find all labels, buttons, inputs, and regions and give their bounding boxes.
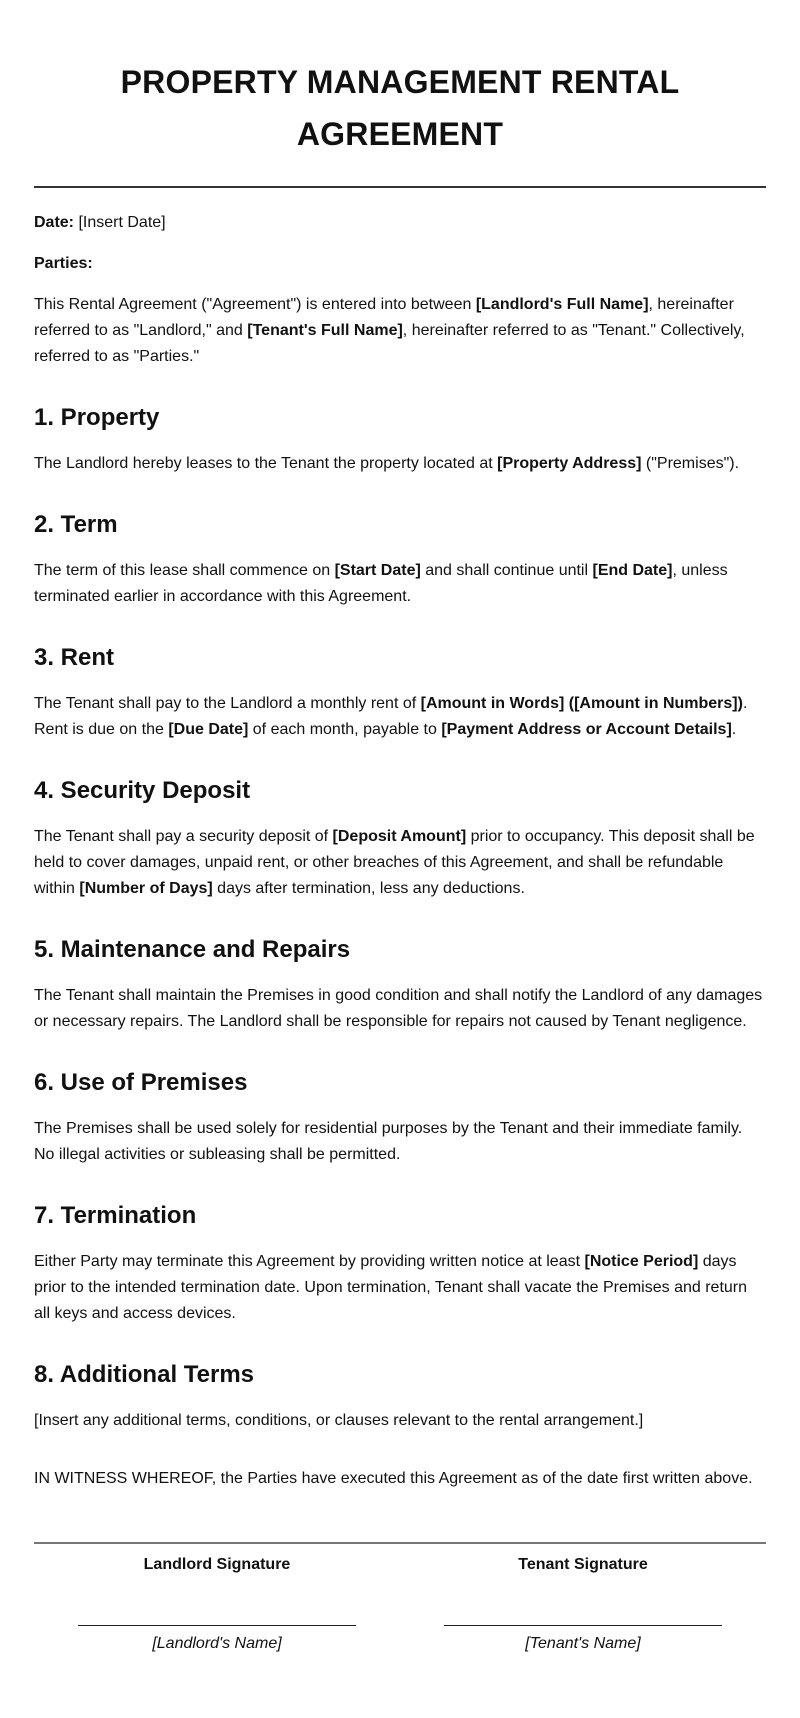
section-term	[34, 510, 766, 610]
section-heading: 6. Use of Premises	[34, 1069, 248, 1096]
number-of-days-placeholder: [Number of Days]	[79, 880, 213, 897]
notice-period-placeholder: [Notice Period]	[584, 1253, 699, 1270]
end-date-placeholder: [End Date]	[592, 562, 673, 579]
tenant-signature-label: Tenant Signature	[518, 1556, 648, 1573]
signature-block	[34, 1554, 766, 1655]
witness-statement: IN WITNESS WHEREOF, the Parties have executed this Agreement as of the date first written above.	[34, 1470, 753, 1487]
start-date-placeholder: [Start Date]	[334, 562, 421, 579]
property-address-placeholder: [Property Address]	[497, 455, 642, 472]
section-security-deposit	[34, 776, 766, 902]
section-body: The Tenant shall pay a security deposit of [Deposit Amount] prior to occupancy. This deposit shall be held to cover damages, unpaid rent, or other breaches of this Agreement, and shall be refundable within [Number of Days] days after termination, less any deductions.	[34, 828, 755, 897]
section-termination	[34, 1201, 766, 1327]
intro-paragraph: This Rental Agreement ("Agreement") is entered into between [Landlord's Full Name], hereinafter referred to as "Landlord," and [Tenant's Full Name], hereinafter referred to as "Tenant." Collectively, referred to as "Parties."	[34, 296, 745, 365]
tenant-name-label: [Tenant's Name]	[525, 1635, 641, 1652]
due-date-placeholder: [Due Date]	[168, 721, 249, 738]
section-property	[34, 403, 766, 477]
section-body: Either Party may terminate this Agreement by providing written notice at least [Notice Period] days prior to the intended termination date. Upon termination, Tenant shall vacate the Premises and return all keys and access devices.	[34, 1253, 748, 1322]
section-body: The term of this lease shall commence on [Start Date] and shall continue until [End Date], unless terminated earlier in accordance with this Agreement.	[34, 562, 728, 605]
landlord-name-label: [Landlord's Name]	[152, 1635, 282, 1652]
section-heading: 7. Termination	[34, 1202, 197, 1229]
section-heading: 3. Rent	[34, 644, 115, 671]
section-heading: 2. Term	[34, 511, 118, 538]
tenant-signature-block	[400, 1554, 766, 1655]
payment-details-placeholder: [Payment Address or Account Details]	[441, 721, 732, 738]
section-use-of-premises	[34, 1068, 766, 1168]
document-title: PROPERTY MANAGEMENT RENTAL AGREEMENT	[120, 64, 680, 152]
section-body: [Insert any additional terms, conditions, or clauses relevant to the rental arrangement.]	[34, 1412, 644, 1429]
date-line	[34, 210, 766, 236]
landlord-signature-label: Landlord Signature	[143, 1556, 291, 1573]
section-maintenance	[34, 935, 766, 1035]
deposit-amount-placeholder: [Deposit Amount]	[332, 828, 467, 845]
tenant-name-placeholder: [Tenant's Full Name]	[247, 322, 403, 339]
section-heading: 5. Maintenance and Repairs	[34, 936, 351, 963]
parties-label: Parties:	[34, 255, 93, 272]
landlord-signature-line	[78, 1625, 356, 1626]
section-additional-terms	[34, 1360, 766, 1434]
section-heading: 4. Security Deposit	[34, 777, 251, 804]
section-body: The Tenant shall maintain the Premises in good condition and shall notify the Landlord of any damages or necessary repairs. The Landlord shall be responsible for repairs not caused by Tenant negligence.	[34, 987, 763, 1030]
section-body: The Landlord hereby leases to the Tenant the property located at [Property Address] ("Premises").	[34, 455, 740, 472]
section-heading: 8. Additional Terms	[34, 1361, 255, 1388]
landlord-signature-block	[34, 1554, 400, 1655]
landlord-name-placeholder: [Landlord's Full Name]	[475, 296, 649, 313]
date-value: [Insert Date]	[78, 214, 166, 231]
rent-amount-placeholder: [Amount in Words] ([Amount in Numbers])	[420, 695, 743, 712]
section-body: The Premises shall be used solely for residential purposes by the Tenant and their immediate family. No illegal activities or subleasing shall be permitted.	[34, 1120, 743, 1163]
section-heading: 1. Property	[34, 404, 160, 431]
tenant-signature-line	[444, 1625, 722, 1626]
signature-divider	[34, 1542, 766, 1544]
title-divider	[34, 186, 766, 188]
date-label: Date:	[34, 214, 75, 231]
section-rent	[34, 643, 766, 743]
section-body: The Tenant shall pay to the Landlord a monthly rent of [Amount in Words] ([Amount in Numbers]). Rent is due on the [Due Date] of each month, payable to [Payment Address or Account Details].	[34, 695, 748, 738]
